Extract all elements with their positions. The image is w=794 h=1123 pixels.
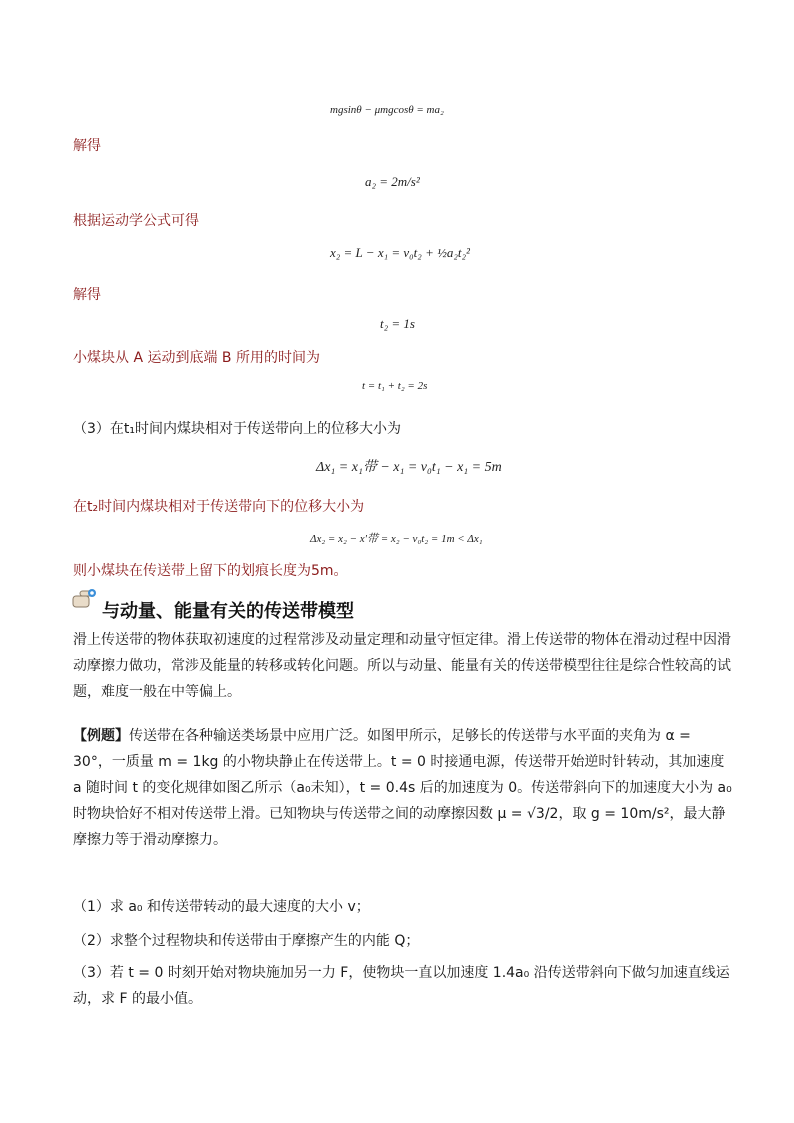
section-title: 与动量、能量有关的传送带模型	[102, 601, 354, 622]
pointing-hand-icon	[72, 588, 98, 610]
conclusion-line: 则小煤块在传送带上留下的划痕长度为5m。	[73, 563, 348, 579]
label-total-time: 小煤块从 A 运动到底端 B 所用的时间为	[73, 350, 320, 366]
label-jiede-1: 解得	[73, 138, 101, 154]
example-tag: 【例题】	[73, 728, 129, 744]
question-2: （2）求整个过程物块和传送带由于摩擦产生的内能 Q；	[73, 933, 420, 949]
label-jiede-2: 解得	[73, 287, 101, 303]
formula-displacement: x₂ = L − x₁ = v₀t₂ + ½a₂t₂²	[330, 245, 470, 260]
example-body: 传送带在各种输送类场景中应用广泛。如图甲所示，足够长的传送带与水平面的夹角为 α = 30°，一质量 m = 1kg 的小物块静止在传送带上。t = 0 时接通电源，传送带开始逆时针转动，其加速度 a 随时间 t 的变化规律如图乙所示（a₀未知），t = 0.4s 后的加速度为 0。传送带斜向下的加速度大小为 a₀ 时物块恰好不相对传送带上滑。已知物块与传送带之间的动摩擦因数 μ = √3/2，取 g = 10m/s²，最大静摩擦力等于滑动摩擦力。	[73, 728, 732, 848]
formula-newton-second-law: mgsinθ − μmgcosθ = ma₂	[330, 104, 444, 116]
example-block	[73, 723, 733, 853]
formula-t2: t₂ = 1s	[380, 316, 415, 331]
label-kinematics: 根据运动学公式可得	[73, 213, 199, 229]
formula-delta-x1: Δx₁ = x₁带 − x₁ = v₀t₁ − x₁ = 5m	[316, 460, 502, 475]
label-t2-displacement: 在t₂时间内煤块相对于传送带向下的位移大小为	[73, 499, 365, 515]
formula-delta-x2: Δx₂ = x₂ − x′带 = x₂ − v₀t₂ = 1m < Δx₁	[310, 533, 483, 545]
section-intro: 滑上传送带的物体获取初速度的过程常涉及动量定理和动量守恒定律。滑上传送带的物体在滑动过程中因滑动摩擦力做功，常涉及能量的转移或转化问题。所以与动量、能量有关的传送带模型往往是综合性较高的试题，难度一般在中等偏上。	[73, 632, 731, 700]
part-3-line: （3）在t₁时间内煤块相对于传送带向上的位移大小为	[73, 421, 402, 437]
formula-total-time: t = t₁ + t₂ = 2s	[362, 380, 428, 392]
question-3: （3）若 t = 0 时刻开始对物块施加另一力 F，使物块一直以加速度 1.4a₀ 沿传送带斜向下做匀加速直线运动，求 F 的最小值。	[73, 965, 730, 1007]
question-1: （1）求 a₀ 和传送带转动的最大速度的大小 v；	[73, 899, 370, 915]
formula-acceleration: a₂ = 2m/s²	[365, 174, 420, 189]
